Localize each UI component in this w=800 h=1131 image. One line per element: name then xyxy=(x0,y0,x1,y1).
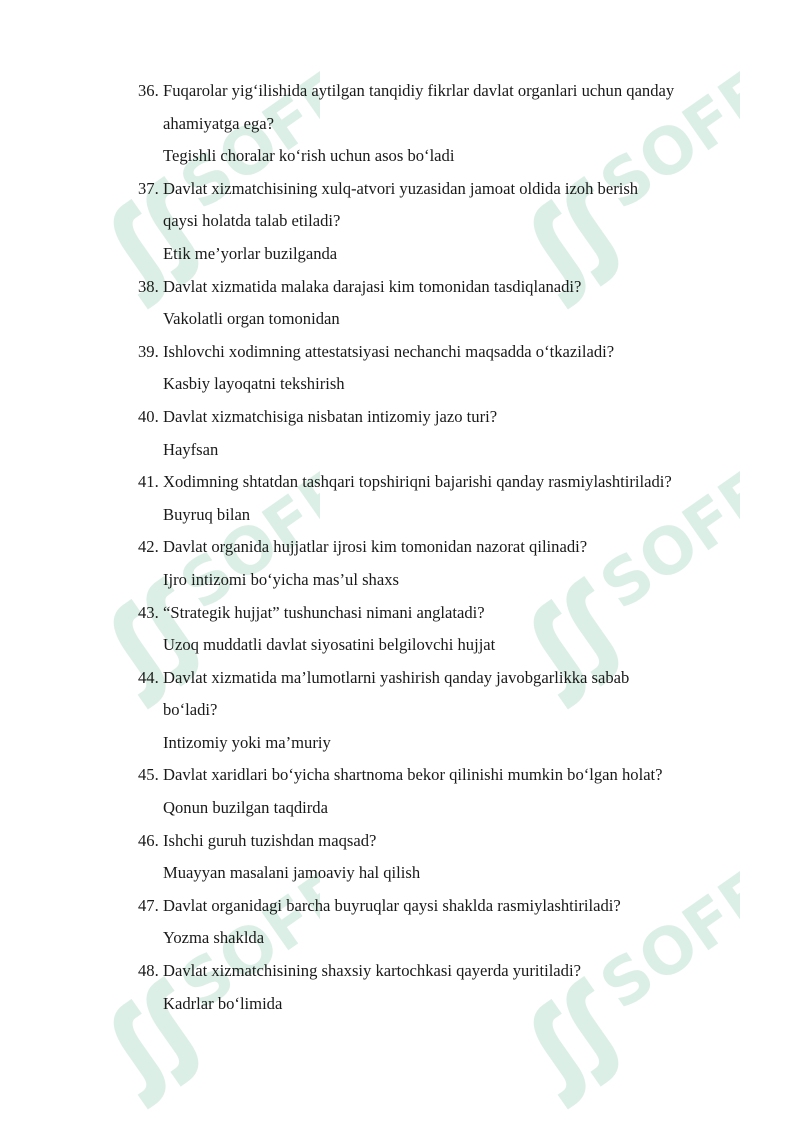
qa-item xyxy=(0,890,800,955)
question-continuation: bo‘ladi? xyxy=(163,700,218,720)
question-line xyxy=(0,173,800,206)
qa-item xyxy=(0,336,800,401)
question-text: “Strategik hujjat” tushunchasi nimani anglatadi? xyxy=(163,602,485,622)
question-number: 39. xyxy=(138,341,159,361)
answer-text: Hayfsan xyxy=(163,439,219,459)
answer-text: Tegishli choralar ko‘rish uchun asos bo‘ladi xyxy=(163,146,455,166)
answer-text: Qonun buzilgan taqdirda xyxy=(163,798,328,818)
svg-text:SOFF: SOFF xyxy=(167,460,320,625)
question-line xyxy=(0,336,800,369)
question-number: 36. xyxy=(138,81,159,100)
question-number: 46. xyxy=(138,830,159,850)
question-text: Davlat organidagi barcha buyruqlar qaysi shaklda rasmiylashtiriladi? xyxy=(163,895,621,915)
question-text: Davlat xizmatchisining shaxsiy kartochkasi qayerda yuritiladi? xyxy=(163,961,581,981)
answer-text: Uzoq muddatli davlat siyosatini belgilovchi hujjat xyxy=(163,635,496,655)
question-number: 37. xyxy=(138,178,159,198)
qa-item xyxy=(0,825,800,890)
qa-item xyxy=(0,662,800,760)
question-text: Fuqarolar yig‘ilishida aytilgan tanqidiy fikrlar davlat organlari uchun qanday xyxy=(163,81,675,100)
question-text: Ishlovchi xodimning attestatsiyasi nechanchi maqsadda o‘tkaziladi? xyxy=(163,341,615,361)
question-line xyxy=(0,401,800,434)
question-line xyxy=(0,597,800,630)
question-text: Ishchi guruh tuzishdan maqsad? xyxy=(163,830,377,850)
question-number: 47. xyxy=(138,895,159,915)
qa-item xyxy=(0,531,800,596)
answer-text: Buyruq bilan xyxy=(163,504,251,524)
question-continuation: qaysi holatda talab etiladi? xyxy=(163,211,341,231)
svg-text:SOFF: SOFF xyxy=(587,860,740,1025)
answer-text: Yozma shaklda xyxy=(163,928,265,948)
qa-item xyxy=(0,597,800,662)
document-body xyxy=(0,75,800,1020)
answer-text: Kadrlar bo‘limida xyxy=(163,993,283,1013)
question-number: 44. xyxy=(138,667,159,687)
question-number: 45. xyxy=(138,765,159,785)
question-line xyxy=(0,466,800,499)
answer-text: Intizomiy yoki ma’muriy xyxy=(163,732,331,752)
question-line xyxy=(0,825,800,858)
question-text: Davlat organida hujjatlar ijrosi kim tomonidan nazorat qilinadi? xyxy=(163,537,588,557)
svg-text:SOFF: SOFF xyxy=(587,460,740,625)
question-number: 43. xyxy=(138,602,159,622)
question-text: Xodimning shtatdan tashqari topshiriqni bajarishi qanday rasmiylashtiriladi? xyxy=(163,472,672,492)
answer-text: Muayyan masalani jamoaviy hal qilish xyxy=(163,863,421,883)
question-text: Davlat xizmatchisining xulq-atvori yuzasidan jamoat oldida izoh berish xyxy=(163,178,639,198)
qa-item xyxy=(0,75,800,173)
question-line xyxy=(0,759,800,792)
svg-text:SOFF: SOFF xyxy=(167,60,320,225)
question-line xyxy=(0,662,800,695)
qa-item xyxy=(0,759,800,824)
question-number: 48. xyxy=(138,961,159,981)
qa-item xyxy=(0,173,800,271)
question-number: 42. xyxy=(138,537,159,557)
answer-text: Etik me’yorlar buzilganda xyxy=(163,243,338,263)
svg-text:SOFF: SOFF xyxy=(167,860,320,1025)
question-text: Davlat xaridlari bo‘yicha shartnoma bekor qilinishi mumkin bo‘lgan holat? xyxy=(163,765,663,785)
question-text: Davlat xizmatida ma’lumotlarni yashirish qanday javobgarlikka sabab xyxy=(163,667,630,687)
question-line xyxy=(0,955,800,988)
qa-item xyxy=(0,466,800,531)
answer-text: Ijro intizomi bo‘yicha mas’ul shaxs xyxy=(163,569,399,589)
question-number: 38. xyxy=(138,276,159,296)
answer-text: Vakolatli organ tomonidan xyxy=(163,309,340,329)
question-line xyxy=(0,271,800,304)
question-text: Davlat xizmatchisiga nisbatan intizomiy jazo turi? xyxy=(163,406,498,426)
qa-item xyxy=(0,401,800,466)
question-line xyxy=(0,531,800,564)
qa-item xyxy=(0,271,800,336)
question-number: 41. xyxy=(138,472,159,492)
qa-item xyxy=(0,955,800,1020)
question-line xyxy=(0,75,800,108)
question-line xyxy=(0,890,800,923)
answer-text: Kasbiy layoqatni tekshirish xyxy=(163,374,345,394)
question-number: 40. xyxy=(138,406,159,426)
question-continuation: ahamiyatga ega? xyxy=(163,113,275,133)
question-text: Davlat xizmatida malaka darajasi kim tomonidan tasdiqlanadi? xyxy=(163,276,582,296)
svg-text:SOFF: SOFF xyxy=(587,60,740,225)
